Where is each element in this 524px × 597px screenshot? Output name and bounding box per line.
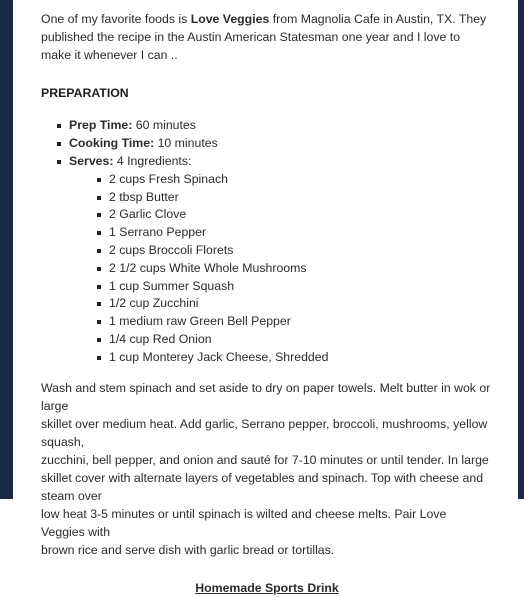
ingredient-item [97,206,493,224]
serves-label: Serves: [69,153,114,168]
method-line: Wash and stem spinach and set aside to dry on paper towels. Melt butter in wok or large [41,381,491,414]
bullet-icon [57,124,61,128]
ingredients-list [69,171,493,367]
serves-item [57,153,493,367]
ingredient-text: 1 cup Monterey Jack Cheese, Shredded [109,349,329,364]
bullet-icon [97,320,101,324]
cooking-time-label: Cooking Time: [69,135,155,150]
intro-text-start: One of my favorite foods is [41,12,191,26]
ingredient-item [97,189,493,207]
bullet-icon [97,178,101,182]
intro-text-end: from Magnolia Cafe in Austin, TX. They published the recipe in the Austin American Statesman one year and I love to make it whenever I can .. [41,12,487,62]
prep-time-value: 60 minutes [132,118,196,132]
recipe-details-list [41,117,493,366]
preparation-heading: PREPARATION [41,86,129,100]
next-recipe-title: Homemade Sports Drink [195,581,339,596]
ingredient-text: 2 tbsp Butter [109,189,179,204]
ingredient-text: 2 Garlic Clove [109,207,187,222]
bullet-icon [57,142,61,146]
intro-paragraph [41,10,493,64]
method-line: skillet cover with alternate layers of vegetables and spinach. Top with cheese and steam over [41,471,484,504]
ingredient-item [97,224,493,242]
ingredient-text: 1 Serrano Pepper [109,225,207,240]
prep-time-label: Prep Time: [69,118,133,132]
bullet-icon [97,285,101,289]
recipe-article [41,10,493,597]
ingredient-text: 2 cups Broccoli Florets [109,242,234,257]
bullet-icon [97,338,101,342]
ingredient-item [97,260,493,278]
ingredient-item [97,278,493,296]
ingredient-item [97,171,493,189]
ingredient-item [97,349,493,367]
bullet-icon [97,213,101,217]
cooking-time-item [57,135,493,153]
ingredient-item [97,242,493,260]
ingredient-text: 2 cups Fresh Spinach [109,171,228,186]
ingredient-item [97,331,493,349]
bullet-icon [97,196,101,200]
serves-value: 4 Ingredients: [113,153,192,168]
ingredient-text: 2 1/2 cups White Whole Mushrooms [109,260,307,275]
bullet-icon [97,249,101,253]
bullet-icon [97,231,101,235]
bullet-icon [97,356,101,360]
bullet-icon [97,302,101,306]
bullet-icon [57,160,61,164]
left-frame-border [0,0,13,499]
method-line: skillet over medium heat. Add garlic, Serrano pepper, broccoli, mushrooms, yellow squash, [41,417,488,450]
ingredient-text: 1/4 cup Red Onion [109,331,212,346]
ingredient-item [97,313,493,331]
method-paragraph [41,379,493,559]
ingredient-text: 1 cup Summer Squash [109,278,235,293]
bullet-icon [97,267,101,271]
method-line: low heat 3-5 minutes or until spinach is wilted and cheese melts. Pair Love Veggies with [41,507,447,540]
dish-name: Love Veggies [190,12,270,26]
prep-time-item [57,117,493,135]
ingredient-text: 1 medium raw Green Bell Pepper [109,314,291,329]
ingredient-text: 1/2 cup Zucchini [109,296,199,311]
method-line: zucchini, bell pepper, and onion and sauté for 7-10 minutes or until tender. In large [41,453,489,468]
method-line: brown rice and serve dish with garlic bread or tortillas. [41,543,335,558]
right-frame-border [518,0,524,499]
ingredient-item [97,295,493,313]
cooking-time-value: 10 minutes [154,135,218,150]
